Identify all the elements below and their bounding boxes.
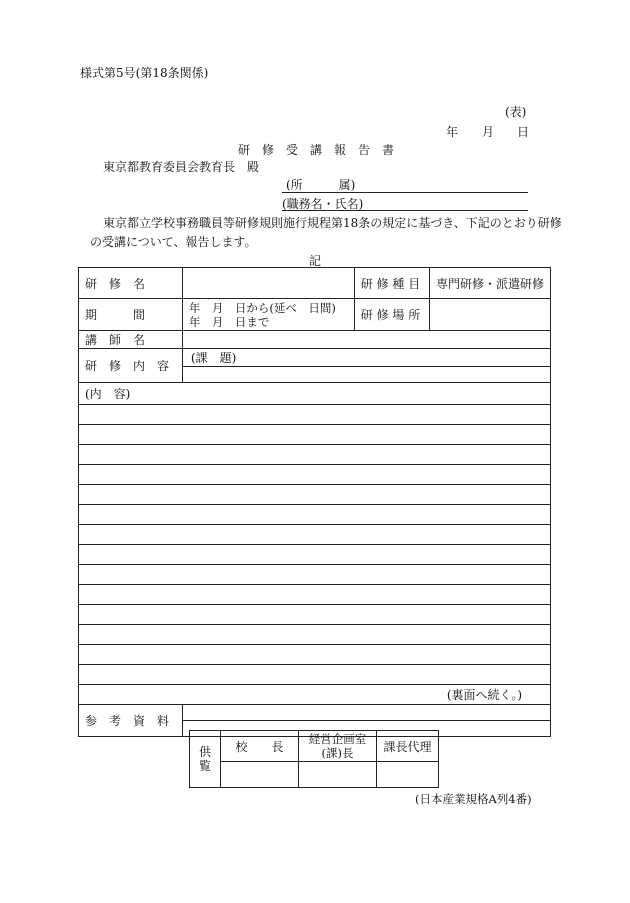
date-day: 日 [517, 125, 530, 139]
name-underline [282, 210, 528, 211]
training-name-field[interactable] [182, 268, 354, 299]
topic-label: (課 題) [182, 349, 550, 367]
affiliation-underline [282, 192, 528, 193]
footer-note: (日本産業規格A列4番) [415, 792, 532, 806]
period-field[interactable] [182, 299, 354, 331]
date-month: 月 [482, 125, 495, 139]
period-label: 期 間 [79, 299, 183, 331]
body-text-line1: 東京都立学校事務職員等研修規則施行規程第18条の規定に基づき、下記のとおり研修 [103, 216, 562, 230]
references-field-1[interactable] [182, 705, 550, 721]
training-name-label: 研 修 名 [79, 268, 183, 299]
details-line[interactable] [79, 445, 551, 465]
planning-label-line1: 経営企画室 [308, 732, 367, 746]
training-type-label: 研 修 種 目 [354, 268, 429, 299]
addressee: 東京都教育委員会教育長 殿 [103, 160, 260, 174]
content-label: 研 修 内 容 [79, 349, 183, 383]
deputy-seal-box[interactable] [377, 762, 439, 788]
references-label: 参 考 資 料 [79, 705, 183, 737]
name-label: (職務名・氏名) [282, 197, 364, 211]
details-line[interactable] [79, 525, 551, 545]
kyoran-label: 供覧 [190, 731, 221, 788]
body-text-line2: の受講について、報告します。 [90, 235, 257, 249]
training-type-value: 専門研修・派遣研修 [429, 268, 550, 299]
continued-note: (裏面へ続く。) [79, 685, 551, 705]
ki-label: 記 [309, 254, 322, 268]
form-number: 様式第5号(第18条関係) [80, 66, 209, 80]
period-line2: 年 月 日まで [188, 314, 270, 329]
deputy-label: 課長代理 [377, 731, 439, 762]
details-line[interactable] [79, 465, 551, 485]
location-label: 研 修 場 所 [354, 299, 429, 331]
planning-label-line2: (課)長 [321, 746, 354, 760]
topic-field[interactable] [182, 367, 550, 383]
date-year: 年 [446, 125, 459, 139]
location-field[interactable] [429, 299, 550, 331]
period-line1: 年 月 日から(延べ 日間) [188, 300, 336, 315]
details-line[interactable] [79, 505, 551, 525]
principal-seal-box[interactable] [221, 762, 299, 788]
details-line[interactable] [79, 425, 551, 445]
details-line[interactable] [79, 645, 551, 665]
lecturer-label: 講 師 名 [79, 331, 183, 349]
details-label: (内 容) [79, 383, 551, 405]
details-line[interactable] [79, 585, 551, 605]
approval-table [189, 730, 439, 788]
side-label: (表) [505, 105, 527, 119]
planning-seal-box[interactable] [299, 762, 377, 788]
details-line[interactable] [79, 665, 551, 685]
affiliation-label: (所 属) [286, 178, 356, 192]
document-title: 研 修 受 講 報 告 書 [238, 143, 395, 157]
details-line[interactable] [79, 485, 551, 505]
details-line[interactable] [79, 605, 551, 625]
details-line[interactable] [79, 625, 551, 645]
planning-label [299, 731, 377, 762]
details-line[interactable] [79, 545, 551, 565]
details-line[interactable] [79, 405, 551, 425]
details-line[interactable] [79, 565, 551, 585]
report-table [78, 267, 551, 737]
principal-label: 校 長 [221, 731, 299, 762]
lecturer-field[interactable] [182, 331, 550, 349]
